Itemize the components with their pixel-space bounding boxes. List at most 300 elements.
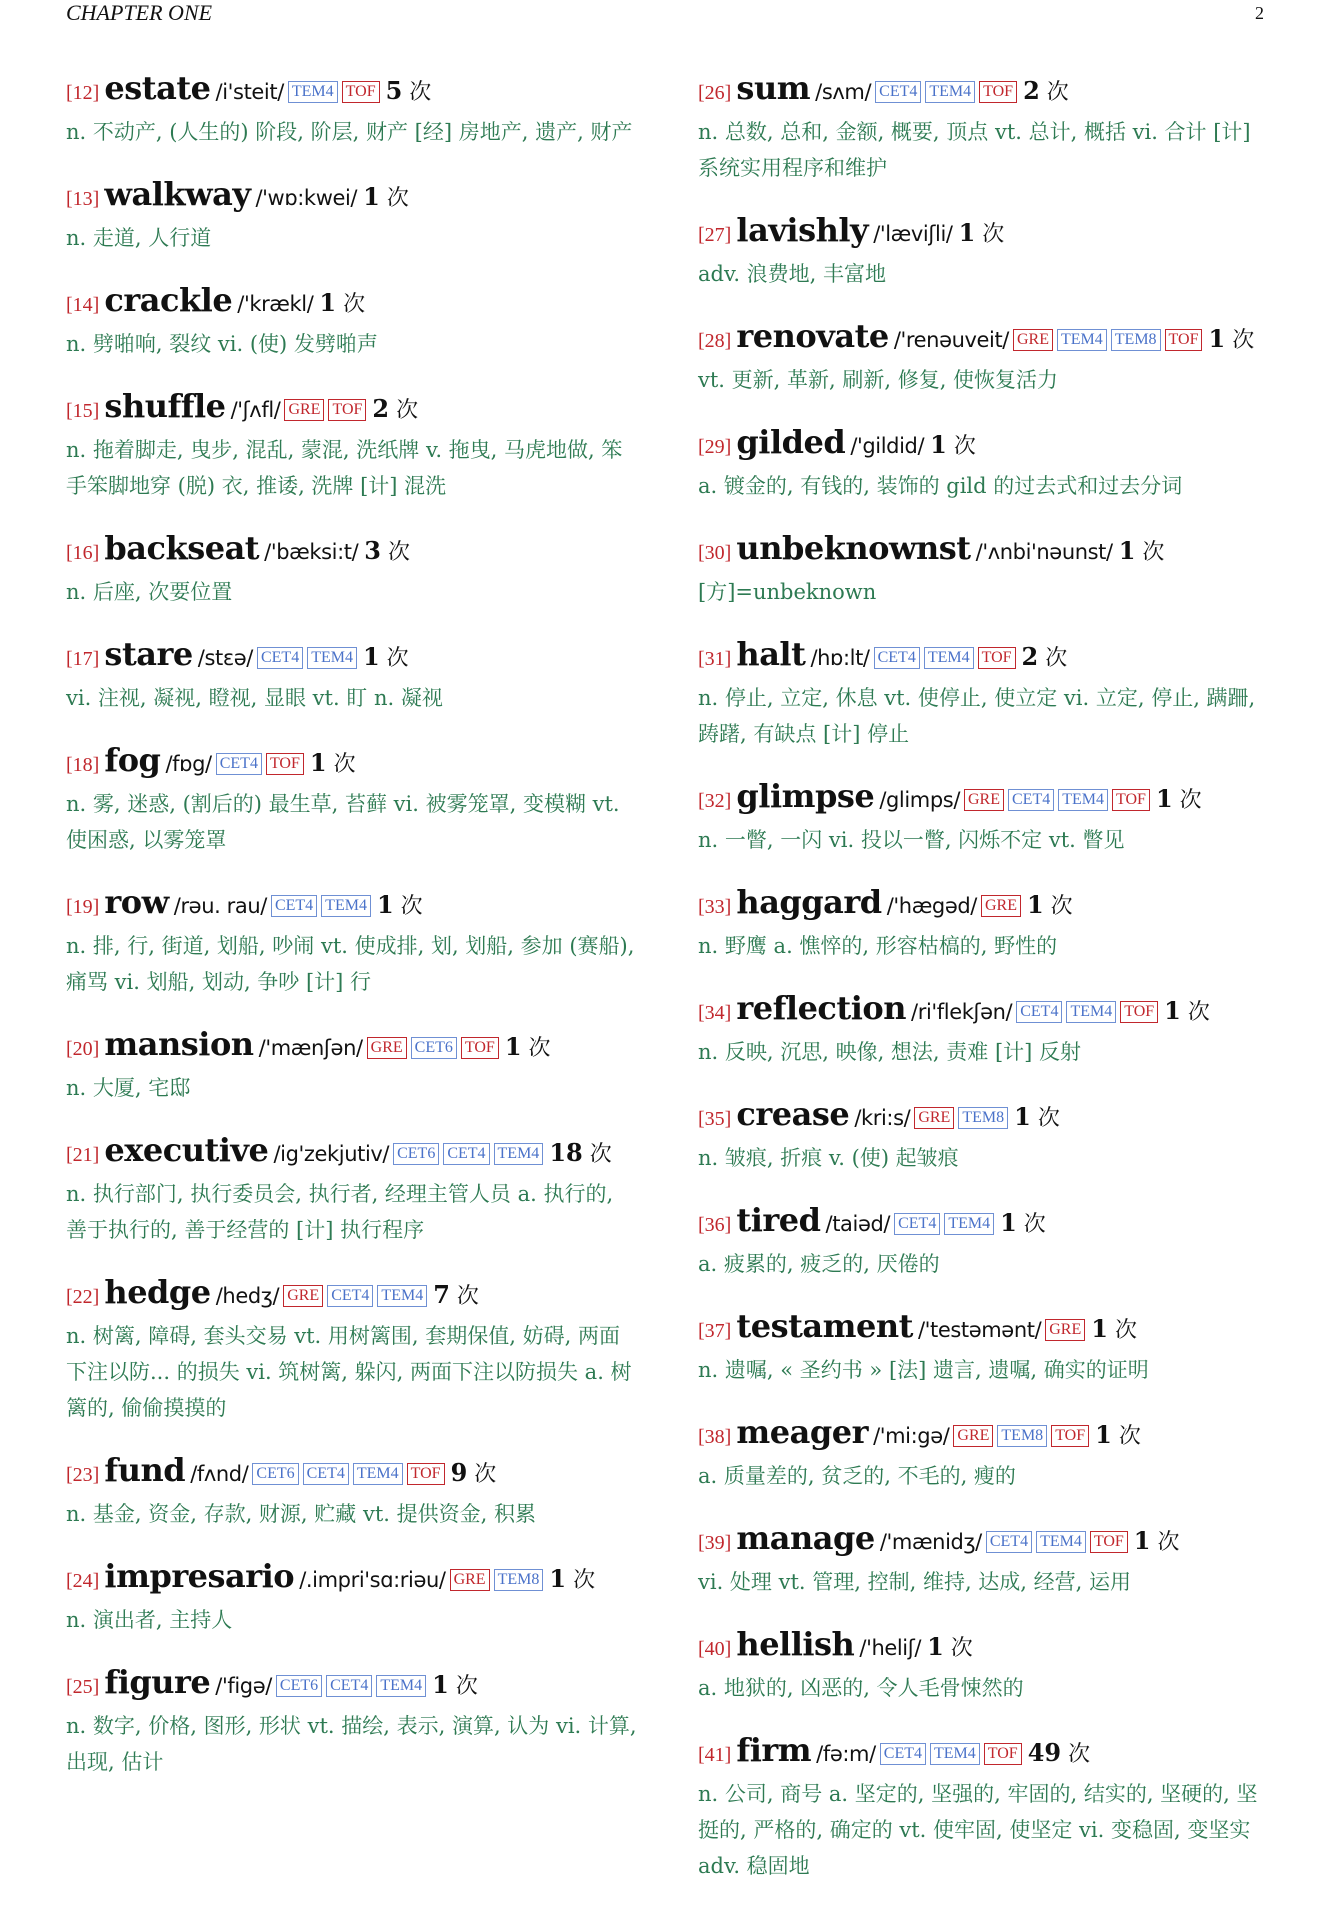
pronunciation: /glimps/ <box>879 788 960 812</box>
pronunciation: /hedʒ/ <box>215 1284 280 1308</box>
exam-tag-badge: GRE <box>283 1285 323 1307</box>
frequency-unit: 次 <box>474 1462 497 1487</box>
definition: n. 遗嘱, « 圣约书 » [法] 遗言, 遗嘱, 确实的证明 <box>698 1358 1149 1382</box>
frequency-count: 18 <box>549 1138 583 1167</box>
frequency-count: 1 <box>549 1564 567 1593</box>
frequency <box>958 218 1005 247</box>
definition: n. 皱痕, 折痕 v. (使) 起皱痕 <box>698 1146 959 1170</box>
frequency-count: 1 <box>376 890 394 919</box>
exam-tag-badge: TEM4 <box>377 1285 427 1307</box>
frequency <box>385 76 432 105</box>
entry-headline <box>698 422 1270 468</box>
entry-headline <box>698 1412 1270 1458</box>
headword: impresario <box>104 1557 295 1595</box>
word-entry <box>698 1200 1270 1282</box>
definition: n. 数字, 价格, 图形, 形状 vt. 描绘, 表示, 演算, 认为 vi. 计算, 出现, 估计 <box>66 1714 637 1774</box>
word-entry <box>698 1518 1270 1600</box>
exam-tag-badge: CET4 <box>327 1285 373 1307</box>
frequency <box>432 1670 478 1699</box>
headword: gilded <box>736 423 846 461</box>
frequency-count: 1 <box>927 1632 944 1661</box>
running-header <box>66 0 1264 26</box>
entry-headline <box>66 1130 638 1176</box>
exam-tag-badge: TOF <box>266 753 304 775</box>
pronunciation: /'figə/ <box>215 1674 272 1698</box>
entry-headline <box>698 1518 1270 1564</box>
pronunciation: /fɒg/ <box>165 752 212 776</box>
entry-headline <box>698 988 1270 1034</box>
entry-index: [31] <box>698 648 732 670</box>
word-entry <box>66 528 638 610</box>
pronunciation: /'mænʃən/ <box>258 1036 363 1060</box>
headword: hedge <box>104 1273 211 1311</box>
exam-tag-badge: CET4 <box>875 81 921 103</box>
entry-headline <box>66 740 638 786</box>
headword: mansion <box>104 1025 254 1063</box>
frequency <box>1095 1420 1141 1449</box>
frequency-unit: 次 <box>388 540 411 565</box>
entry-index: [28] <box>698 330 732 352</box>
exam-tag-badge: CET6 <box>393 1143 439 1165</box>
chapter-title: CHAPTER ONE <box>66 0 213 25</box>
word-entry <box>698 68 1270 186</box>
frequency-unit: 次 <box>950 1636 973 1661</box>
exam-tag-badge: TEM4 <box>925 81 975 103</box>
entry-headline <box>698 68 1270 114</box>
frequency-count: 1 <box>362 642 380 671</box>
exam-tag-badge: TEM4 <box>924 647 974 669</box>
exam-tag-badge: TEM4 <box>1036 1531 1086 1553</box>
word-entry <box>66 174 638 256</box>
exam-tag-badge: TEM4 <box>288 81 338 103</box>
exam-tag-badge: TOF <box>342 81 380 103</box>
pronunciation: /'renəuveit/ <box>893 328 1009 352</box>
definition: n. 不动产, (人生的) 阶段, 阶层, 财产 [经] 房地产, 遗产, 财产 <box>66 120 633 144</box>
entry-headline <box>698 634 1270 680</box>
exam-tag-badge: GRE <box>981 895 1021 917</box>
frequency-unit: 次 <box>343 292 366 317</box>
frequency <box>1027 1738 1091 1767</box>
frequency <box>362 642 409 671</box>
exam-tag-badge: CET4 <box>271 895 317 917</box>
definition: [方]=unbeknown <box>698 580 877 604</box>
word-entry <box>698 528 1270 610</box>
frequency-count: 9 <box>450 1458 468 1487</box>
entry-index: [23] <box>66 1464 100 1486</box>
frequency-count: 2 <box>1021 642 1039 671</box>
headword: figure <box>104 1663 211 1701</box>
definition: a. 质量差的, 贫乏的, 不毛的, 瘦的 <box>698 1464 1016 1488</box>
entry-index: [12] <box>66 82 100 104</box>
word-entry <box>66 386 638 504</box>
entry-headline <box>698 776 1270 822</box>
definition: n. 劈啪响, 裂纹 vi. (使) 发劈啪声 <box>66 332 378 356</box>
frequency-unit: 次 <box>1037 1106 1060 1131</box>
frequency-unit: 次 <box>1118 1424 1141 1449</box>
headword: stare <box>104 635 193 673</box>
entry-index: [34] <box>698 1002 732 1024</box>
frequency-count: 49 <box>1027 1738 1062 1767</box>
pronunciation: /'ʃʌfl/ <box>230 398 281 422</box>
entry-index: [17] <box>66 648 100 670</box>
entry-index: [41] <box>698 1744 732 1766</box>
entry-index: [22] <box>66 1286 100 1308</box>
entry-headline <box>66 1450 638 1496</box>
frequency <box>1208 324 1255 353</box>
pronunciation: /'mi:gə/ <box>873 1424 950 1448</box>
pronunciation: /'hægəd/ <box>886 894 977 918</box>
pronunciation: /'ʌnbi'nəunst/ <box>975 540 1113 564</box>
entry-index: [27] <box>698 224 732 246</box>
pronunciation: /'gildid/ <box>850 434 925 458</box>
exam-tag-badge: GRE <box>450 1569 490 1591</box>
pronunciation: /hɒ:lt/ <box>810 646 870 670</box>
headword: backseat <box>104 529 260 567</box>
frequency-unit: 次 <box>1142 540 1165 565</box>
frequency <box>450 1458 497 1487</box>
exam-tag-badge: CET4 <box>894 1213 940 1235</box>
definition: n. 反映, 沉思, 映像, 想法, 责难 [计] 反射 <box>698 1040 1082 1064</box>
frequency-count: 1 <box>363 182 380 211</box>
frequency-unit: 次 <box>409 80 432 105</box>
word-entry <box>698 776 1270 858</box>
entry-headline <box>66 1662 638 1708</box>
headword: sum <box>736 69 811 107</box>
exam-tag-badge: CET4 <box>1008 789 1054 811</box>
entry-headline <box>66 280 638 326</box>
word-entry <box>66 634 638 716</box>
entry-index: [21] <box>66 1144 100 1166</box>
headword: renovate <box>736 317 889 355</box>
frequency-count: 1 <box>1133 1526 1151 1555</box>
headword: firm <box>736 1731 812 1769</box>
frequency-unit: 次 <box>1179 788 1202 813</box>
frequency <box>1091 1314 1137 1343</box>
definition: n. 一瞥, 一闪 vi. 投以一瞥, 闪烁不定 vt. 瞥见 <box>698 828 1125 852</box>
definition: n. 野鹰 a. 憔悴的, 形容枯槁的, 野性的 <box>698 934 1058 958</box>
entry-headline <box>66 174 638 220</box>
headword: haggard <box>736 883 882 921</box>
entry-headline <box>66 1272 638 1318</box>
definition: n. 大厦, 宅邸 <box>66 1076 191 1100</box>
headword: shuffle <box>104 387 226 425</box>
exam-tag-badge: CET4 <box>1016 1001 1062 1023</box>
left-column <box>66 68 638 1804</box>
word-entry <box>698 1730 1270 1884</box>
exam-tag-badge: CET6 <box>411 1037 457 1059</box>
frequency-unit: 次 <box>386 186 409 211</box>
exam-tag-badge: CET4 <box>874 647 920 669</box>
frequency <box>1118 536 1165 565</box>
frequency-count: 1 <box>958 218 976 247</box>
definition: n. 拖着脚走, 曳步, 混乱, 蒙混, 洗纸牌 v. 拖曳, 马虎地做, 笨手笨脚地穿 (脱) 衣, 推诿, 洗牌 [计] 混洗 <box>66 438 623 498</box>
word-entry <box>66 1130 638 1248</box>
pronunciation: /kri:s/ <box>854 1106 911 1130</box>
definition: n. 排, 行, 街道, 划船, 吵闹 vt. 使成排, 划, 划船, 参加 (赛船), 痛骂 vi. 划船, 划动, 争吵 [计] 行 <box>66 934 635 994</box>
entry-headline <box>698 210 1270 256</box>
frequency-count: 1 <box>319 288 337 317</box>
exam-tag-badge: TEM8 <box>1111 329 1161 351</box>
exam-tag-badge: CET4 <box>443 1143 489 1165</box>
frequency-unit: 次 <box>396 398 419 423</box>
frequency <box>364 536 411 565</box>
headword: hellish <box>736 1625 855 1663</box>
entry-index: [33] <box>698 896 732 918</box>
headword: testament <box>736 1307 913 1345</box>
word-entry <box>698 1624 1270 1706</box>
pronunciation: /i'steit/ <box>215 80 284 104</box>
entry-index: [26] <box>698 82 732 104</box>
exam-tag-badge: TOF <box>979 81 1017 103</box>
frequency-count: 1 <box>1118 536 1136 565</box>
frequency <box>1023 76 1069 105</box>
headword: fund <box>104 1451 186 1489</box>
word-entry <box>66 1450 638 1532</box>
headword: estate <box>104 69 211 107</box>
frequency-count: 2 <box>1023 76 1040 105</box>
exam-tag-badge: TOF <box>328 399 366 421</box>
pronunciation: /fə:m/ <box>816 1742 876 1766</box>
exam-tag-badge: CET6 <box>276 1675 322 1697</box>
exam-tag-badge: CET4 <box>257 647 303 669</box>
definition: n. 总数, 总和, 金额, 概要, 顶点 vt. 总计, 概括 vi. 合计 [计] 系统实用程序和维护 <box>698 120 1251 180</box>
frequency-unit: 次 <box>589 1142 612 1167</box>
entry-headline <box>66 386 638 432</box>
definition: adv. 浪费地, 丰富地 <box>698 262 887 286</box>
frequency-count: 1 <box>1095 1420 1112 1449</box>
definition: n. 后座, 次要位置 <box>66 580 233 604</box>
frequency-count: 1 <box>930 430 947 459</box>
frequency <box>372 394 419 423</box>
entry-headline <box>698 1624 1270 1670</box>
word-entry <box>698 1306 1270 1388</box>
frequency-unit: 次 <box>573 1568 596 1593</box>
entry-headline <box>66 634 638 680</box>
entry-index: [19] <box>66 896 100 918</box>
word-entry <box>698 1412 1270 1494</box>
pronunciation: /'læviʃli/ <box>873 222 953 246</box>
entry-headline <box>66 1024 638 1070</box>
frequency <box>504 1032 551 1061</box>
exam-tag-badge: GRE <box>964 789 1004 811</box>
exam-tag-badge: TEM4 <box>376 1675 426 1697</box>
frequency-unit: 次 <box>456 1284 479 1309</box>
frequency-count: 1 <box>1164 996 1181 1025</box>
pronunciation: /'krækl/ <box>237 292 314 316</box>
exam-tag-badge: TEM4 <box>944 1213 994 1235</box>
exam-tag-badge: TEM4 <box>353 1463 403 1485</box>
frequency-unit: 次 <box>1046 80 1069 105</box>
frequency-unit: 次 <box>1157 1530 1180 1555</box>
entry-index: [15] <box>66 400 100 422</box>
entry-index: [37] <box>698 1320 732 1342</box>
entry-headline <box>698 1306 1270 1352</box>
definition: vt. 更新, 革新, 刷新, 修复, 使恢复活力 <box>698 368 1059 392</box>
entry-index: [39] <box>698 1532 732 1554</box>
word-entry <box>66 1272 638 1426</box>
pronunciation: /'heliʃ/ <box>859 1636 922 1660</box>
entry-index: [32] <box>698 790 732 812</box>
frequency <box>1164 996 1210 1025</box>
entry-index: [36] <box>698 1214 732 1236</box>
headword: glimpse <box>736 777 875 815</box>
headword: meager <box>736 1413 868 1451</box>
pronunciation: /ig'zekjutiv/ <box>273 1142 390 1166</box>
frequency-unit: 次 <box>455 1674 478 1699</box>
entry-headline <box>698 1200 1270 1246</box>
pronunciation: /ri'flekʃən/ <box>911 1000 1013 1024</box>
exam-tag-badge: TEM4 <box>1058 789 1108 811</box>
exam-tag-badge: GRE <box>953 1425 993 1447</box>
word-entry <box>698 210 1270 292</box>
pronunciation: /'mænidʒ/ <box>879 1530 982 1554</box>
page-number: 2 <box>1255 3 1264 23</box>
frequency-unit: 次 <box>953 434 976 459</box>
word-entry <box>698 634 1270 752</box>
entry-headline <box>66 882 638 928</box>
exam-tag-badge: CET4 <box>986 1531 1032 1553</box>
headword: fog <box>104 741 161 779</box>
exam-tag-badge: TEM8 <box>958 1107 1008 1129</box>
frequency-count: 7 <box>433 1280 450 1309</box>
headword: lavishly <box>736 211 869 249</box>
right-column <box>698 68 1270 1908</box>
pronunciation: /taiəd/ <box>825 1212 891 1236</box>
frequency <box>433 1280 479 1309</box>
exam-tag-badge: TEM4 <box>1066 1001 1116 1023</box>
pronunciation: /sʌm/ <box>815 80 872 104</box>
headword: tired <box>736 1201 821 1239</box>
frequency-count: 5 <box>385 76 403 105</box>
exam-tag-badge: CET4 <box>303 1463 349 1485</box>
pronunciation: /'testəmənt/ <box>917 1318 1042 1342</box>
frequency-count: 1 <box>1026 890 1044 919</box>
exam-tag-badge: TEM8 <box>494 1569 544 1591</box>
definition: n. 雾, 迷惑, (割后的) 最生草, 苔藓 vi. 被雾笼罩, 变模糊 vt. 使困惑, 以雾笼罩 <box>66 792 620 852</box>
definition: vi. 处理 vt. 管理, 控制, 维持, 达成, 经营, 运用 <box>698 1570 1132 1594</box>
word-entry <box>698 422 1270 504</box>
frequency <box>927 1632 973 1661</box>
frequency-unit: 次 <box>400 894 423 919</box>
exam-tag-badge: GRE <box>284 399 324 421</box>
exam-tag-badge: TOF <box>461 1037 499 1059</box>
entry-index: [20] <box>66 1038 100 1060</box>
exam-tag-badge: GRE <box>367 1037 407 1059</box>
entry-index: [14] <box>66 294 100 316</box>
definition: n. 执行部门, 执行委员会, 执行者, 经理主管人员 a. 执行的, 善于执行的, 善于经营的 [计] 执行程序 <box>66 1182 614 1242</box>
frequency <box>363 182 409 211</box>
frequency-unit: 次 <box>1050 894 1073 919</box>
frequency <box>930 430 976 459</box>
definition: n. 基金, 资金, 存款, 财源, 贮藏 vt. 提供资金, 积累 <box>66 1502 536 1526</box>
exam-tag-badge: TOF <box>1090 1531 1128 1553</box>
frequency <box>1021 642 1068 671</box>
headword: crackle <box>104 281 233 319</box>
frequency <box>1133 1526 1180 1555</box>
word-entry <box>66 1662 638 1780</box>
definition: n. 演出者, 主持人 <box>66 1608 233 1632</box>
pronunciation: /rəu. rau/ <box>173 894 267 918</box>
frequency-unit: 次 <box>528 1036 551 1061</box>
frequency <box>1014 1102 1060 1131</box>
frequency <box>376 890 423 919</box>
frequency-count: 3 <box>364 536 381 565</box>
frequency-unit: 次 <box>1023 1212 1046 1237</box>
pronunciation: /stɛə/ <box>197 646 253 670</box>
exam-tag-badge: TEM4 <box>494 1143 544 1165</box>
frequency-unit: 次 <box>386 646 409 671</box>
definition: a. 地狱的, 凶恶的, 令人毛骨悚然的 <box>698 1676 1024 1700</box>
entry-index: [16] <box>66 542 100 564</box>
frequency-unit: 次 <box>982 222 1005 247</box>
exam-tag-badge: CET4 <box>326 1675 372 1697</box>
headword: unbeknownst <box>736 529 971 567</box>
definition: n. 走道, 人行道 <box>66 226 212 250</box>
frequency-unit: 次 <box>1068 1742 1091 1767</box>
frequency-count: 1 <box>309 748 327 777</box>
frequency <box>549 1138 612 1167</box>
word-entry <box>66 1024 638 1106</box>
frequency-count: 1 <box>504 1032 522 1061</box>
frequency-count: 2 <box>372 394 390 423</box>
entry-headline <box>698 528 1270 574</box>
exam-tag-badge: TOF <box>984 1743 1022 1765</box>
exam-tag-badge: TOF <box>1165 329 1203 351</box>
definition: a. 镀金的, 有钱的, 装饰的 gild 的过去式和过去分词 <box>698 474 1183 498</box>
exam-tag-badge: TOF <box>1112 789 1150 811</box>
entry-index: [35] <box>698 1108 732 1130</box>
pronunciation: /'wɒ:kwei/ <box>255 186 358 210</box>
pronunciation: /fʌnd/ <box>190 1462 249 1486</box>
word-entry <box>698 1094 1270 1176</box>
headword: manage <box>736 1519 875 1557</box>
entry-index: [13] <box>66 188 100 210</box>
entry-index: [25] <box>66 1676 100 1698</box>
headword: crease <box>736 1095 850 1133</box>
frequency <box>549 1564 596 1593</box>
frequency-count: 1 <box>1091 1314 1108 1343</box>
exam-tag-badge: GRE <box>1045 1319 1085 1341</box>
exam-tag-badge: CET6 <box>252 1463 298 1485</box>
frequency-count: 1 <box>1155 784 1173 813</box>
word-entry <box>698 988 1270 1070</box>
exam-tag-badge: TOF <box>407 1463 445 1485</box>
frequency <box>1000 1208 1046 1237</box>
exam-tag-badge: TEM8 <box>997 1425 1047 1447</box>
exam-tag-badge: TOF <box>1120 1001 1158 1023</box>
exam-tag-badge: GRE <box>1013 329 1053 351</box>
word-entry <box>66 1556 638 1638</box>
entry-index: [29] <box>698 436 732 458</box>
entry-index: [40] <box>698 1638 732 1660</box>
definition: a. 疲累的, 疲乏的, 厌倦的 <box>698 1252 940 1276</box>
exam-tag-badge: TEM4 <box>307 647 357 669</box>
frequency-count: 1 <box>1014 1102 1031 1131</box>
entry-index: [18] <box>66 754 100 776</box>
entry-headline <box>698 1094 1270 1140</box>
entry-headline <box>66 1556 638 1602</box>
entry-headline <box>698 882 1270 928</box>
pronunciation: /.impri'sɑ:riəu/ <box>299 1568 446 1592</box>
frequency <box>1026 890 1073 919</box>
frequency-unit: 次 <box>1045 646 1068 671</box>
frequency-unit: 次 <box>1114 1318 1137 1343</box>
frequency-unit: 次 <box>333 752 356 777</box>
exam-tag-badge: CET4 <box>216 753 262 775</box>
frequency-count: 1 <box>432 1670 449 1699</box>
word-entry <box>698 882 1270 964</box>
word-entry <box>66 68 638 150</box>
